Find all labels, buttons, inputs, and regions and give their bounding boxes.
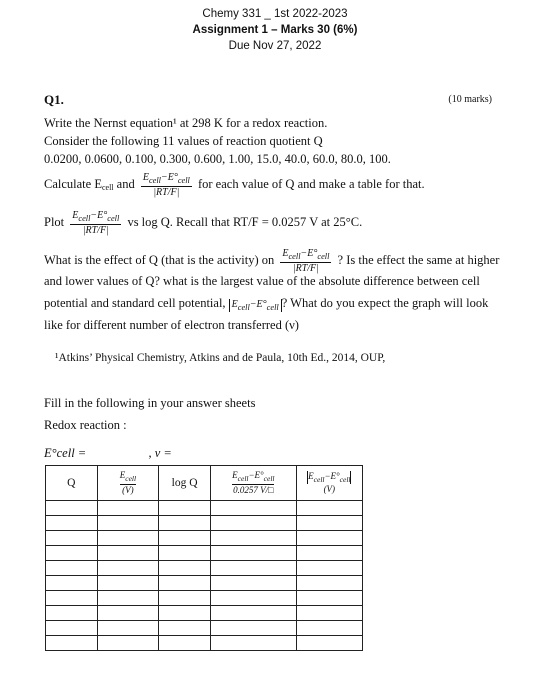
table-cell[interactable] xyxy=(296,606,362,621)
table-row xyxy=(46,621,363,636)
table-cell[interactable] xyxy=(46,561,98,576)
col-absdiff: $E_{cell}-E^\circ_{cell}$ (V) xyxy=(296,466,362,501)
table-cell[interactable] xyxy=(46,501,98,516)
table-cell[interactable] xyxy=(97,636,159,651)
table-cell[interactable] xyxy=(159,501,211,516)
assignment-title: Assignment 1 – Marks 30 (6%) xyxy=(192,24,358,36)
table-cell[interactable] xyxy=(159,606,211,621)
footnote: ¹Atkins’ Physical Chemistry, Atkins and de Paula, 10th Ed., 2014, OUP, xyxy=(55,352,386,364)
table-cell[interactable] xyxy=(46,621,98,636)
table-cell[interactable] xyxy=(97,501,159,516)
table-cell[interactable] xyxy=(296,531,362,546)
course-title: Chemy 331 _ 1st 2022-2023 xyxy=(202,8,348,20)
ecell-label: E°cell = xyxy=(44,446,87,460)
table-cell[interactable] xyxy=(46,591,98,606)
table-row xyxy=(46,561,363,576)
table-cell[interactable] xyxy=(296,636,362,651)
line-nernst: Write the Nernst equation¹ at 298 K for a redox reaction. xyxy=(44,116,328,130)
table-cell[interactable] xyxy=(159,621,211,636)
table-row xyxy=(46,531,363,546)
fill-instruction: Fill in the following in your answer sheets xyxy=(44,396,256,410)
table-cell[interactable] xyxy=(46,516,98,531)
table-row xyxy=(46,501,363,516)
table-cell[interactable] xyxy=(97,621,159,636)
line-calculate: Calculate $E_{cell}$ and $\frac{E_{cell}-E^\circ_{cell}}{|RT/F|}$ for each value of Q and make a table for that. xyxy=(44,172,425,198)
table-cell[interactable] xyxy=(46,531,98,546)
table-row xyxy=(46,591,363,606)
line-electron: like for different number of electron transferred (ν) xyxy=(44,318,299,332)
table-cell[interactable] xyxy=(296,576,362,591)
table-cell[interactable] xyxy=(211,576,297,591)
table-cell[interactable] xyxy=(159,576,211,591)
table-cell[interactable] xyxy=(211,636,297,651)
line-lower: and lower values of Q? what is the largest value of the absolute difference between cell xyxy=(44,274,480,288)
line-plot: Plot $\frac{E_{cell}-E^\circ_{cell}}{|RT/F|}$ vs log Q. Recall that RT/F = 0.0257 V at 25°C. xyxy=(44,210,363,236)
table-cell[interactable] xyxy=(211,591,297,606)
table-cell[interactable] xyxy=(159,516,211,531)
table-cell[interactable] xyxy=(97,546,159,561)
table-cell[interactable] xyxy=(97,561,159,576)
line-effect: What is the effect of Q (that is the activity) on $\frac{E_{cell}-E^\circ_{cell}}{|RT/F|}$ ? Is the effect the same at higher xyxy=(44,248,500,274)
table-cell[interactable] xyxy=(46,546,98,561)
col-ecell: $\frac{E_{cell}}{(V)}$ xyxy=(97,466,159,501)
table-cell[interactable] xyxy=(46,576,98,591)
table-cell[interactable] xyxy=(211,501,297,516)
col-q: Q xyxy=(46,466,98,501)
table-cell[interactable] xyxy=(159,636,211,651)
nu-label: , ν = xyxy=(148,446,172,460)
table-cell[interactable] xyxy=(46,606,98,621)
due-date: Due Nov 27, 2022 xyxy=(228,40,322,52)
table-cell[interactable] xyxy=(211,621,297,636)
table-cell[interactable] xyxy=(159,546,211,561)
table-cell[interactable] xyxy=(159,591,211,606)
table-cell[interactable] xyxy=(211,516,297,531)
table-cell[interactable] xyxy=(97,531,159,546)
line-values: 0.0200, 0.0600, 0.100, 0.300, 0.600, 1.00, 15.0, 40.0, 60.0, 80.0, 100. xyxy=(44,152,391,166)
table-cell[interactable] xyxy=(97,576,159,591)
table-cell[interactable] xyxy=(159,531,211,546)
table-cell[interactable] xyxy=(97,591,159,606)
col-logq: log Q xyxy=(159,466,211,501)
table-cell[interactable] xyxy=(97,606,159,621)
table-cell[interactable] xyxy=(211,546,297,561)
fraction-plot: $\frac{E_{cell}-E^\circ_{cell}}{|RT/F|}$ xyxy=(72,210,120,236)
table-row xyxy=(46,516,363,531)
table-cell[interactable] xyxy=(97,516,159,531)
line-consider: Consider the following 11 values of reaction quotient Q xyxy=(44,134,323,148)
question-label: Q1. xyxy=(44,92,64,107)
table-cell[interactable] xyxy=(296,621,362,636)
table-cell[interactable] xyxy=(211,606,297,621)
answer-table xyxy=(45,465,363,651)
col-ratio: $\frac{E_{cell}-E^\circ_{cell}}{0.0257 V/□}$ xyxy=(211,466,297,501)
table-cell[interactable] xyxy=(296,546,362,561)
table-row xyxy=(46,576,363,591)
table-row xyxy=(46,606,363,621)
table-cell[interactable] xyxy=(296,516,362,531)
question-marks: (10 marks) xyxy=(448,94,492,105)
line-potential: potential and standard cell potential, $E_{cell}-E^\circ_{cell}$ ? What do you expect the graph will look xyxy=(44,296,489,312)
ecell-field xyxy=(44,446,172,461)
table-cell[interactable] xyxy=(296,591,362,606)
table-row xyxy=(46,636,363,651)
table-cell[interactable] xyxy=(211,561,297,576)
fraction-effect: $\frac{E_{cell}-E^\circ_{cell}}{|RT/F|}$ xyxy=(282,248,330,274)
table-cell[interactable] xyxy=(211,531,297,546)
redox-label: Redox reaction : xyxy=(44,418,127,432)
table-cell[interactable] xyxy=(159,561,211,576)
table-cell[interactable] xyxy=(46,636,98,651)
fraction: $\frac{E_{cell}-E^\circ_{cell}}{|RT/F|}$ xyxy=(142,172,190,198)
table-cell[interactable] xyxy=(296,561,362,576)
table-cell[interactable] xyxy=(296,501,362,516)
table-row xyxy=(46,546,363,561)
